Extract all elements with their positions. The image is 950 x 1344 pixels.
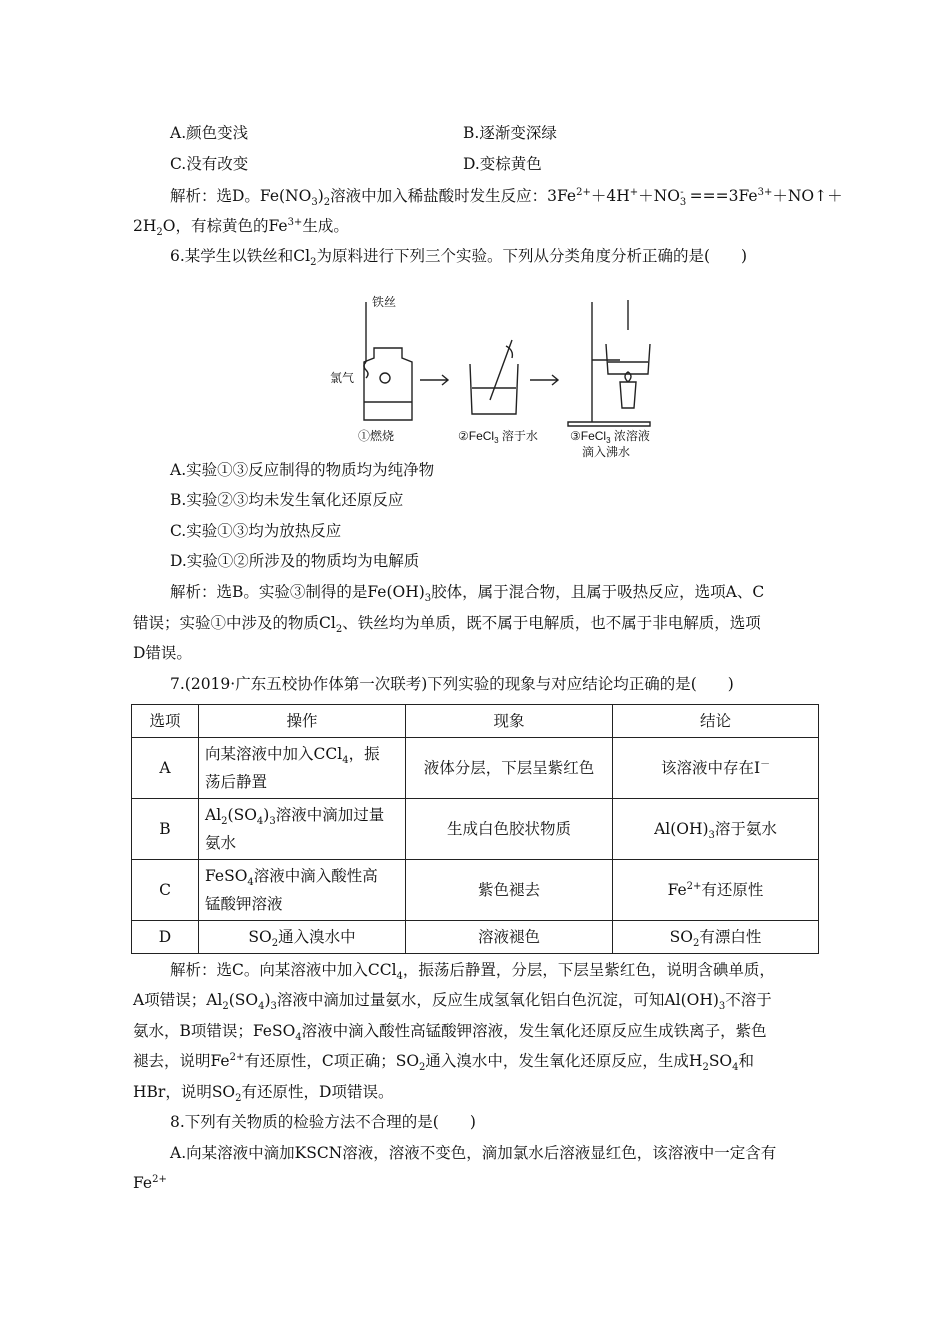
q6-option-b: B.实验②③均未发生氧化还原反应 [170, 491, 404, 509]
gas-bottle [364, 348, 412, 420]
q6-stem: 6.某学生以铁丝和$Cl_2$为原料进行下列三个实验。下列从分类角度分析正确的是( ) [170, 247, 748, 269]
caption-3: ③FeCl$_3$ 浓溶液 [570, 429, 650, 445]
table-row: A 向某溶液中加入CCl$_4$，振 荡后静置 液体分层，下层呈紫红色 该溶液中存在I－ [132, 738, 819, 799]
q7-analysis-line5: HBr，说明$SO_2$有还原性，D项错误。 [133, 1083, 394, 1105]
q6-option-a: A.实验①③反应制得的物质均为纯净物 [170, 461, 435, 479]
table-row: C FeSO$_4$溶液中滴入酸性高 锰酸钾溶液 紫色褪去 $Fe^{2+}$有还原性 [132, 860, 819, 921]
header-conclusion: 结论 [613, 705, 819, 738]
q5-option-a: A.颜色变浅 [170, 124, 249, 142]
q7-analysis-line1: 解析：选C。向某溶液中加入CCl$_4$，振荡后静置，分层，下层呈紫红色，说明含碘单质， [170, 961, 775, 983]
q7-analysis-line2: A项错误；$Al_2(SO_4)_3$溶液中滴加过量氨水，反应生成氢氧化铝白色沉淀，可知$Al(OH)_3$不溶于 [133, 991, 772, 1013]
q5-analysis-line2: $2H_2O$，有棕黄色的$Fe^{3+}$生成。 [133, 216, 349, 239]
q7-analysis-line3: 氨水，B项错误；FeSO$_4$溶液中滴入酸性高锰酸钾溶液，发生氧化还原反应生成铁离子，紫色 [133, 1022, 767, 1044]
caption-3-line2: 滴入沸水 [582, 445, 631, 459]
q5-option-c: C.没有改变 [170, 155, 249, 173]
beaker-3 [606, 344, 650, 374]
table-header-row [132, 705, 819, 738]
caption-2: ②FeCl$_3$ 溶于水 [458, 429, 538, 445]
label-chlorine: 氯气 [330, 371, 355, 385]
q5-option-b: B.逐渐变深绿 [463, 124, 557, 142]
caption-1: ①燃烧 [358, 429, 395, 443]
burner [620, 382, 636, 408]
arrow-2 [530, 375, 558, 385]
q7-analysis-line4: 褪去，说明$Fe^{2+}$有还原性，C项正确；$SO_2$通入溴水中，发生氧化还原反应，生成$H_2SO_4$和 [133, 1051, 755, 1074]
q6-analysis-line1: 解析：选B。实验③制得的是$Fe(OH)_3$胶体，属于混合物，且属于吸热反应，选项A、C [170, 583, 765, 605]
q6-option-c: C.实验①③均为放热反应 [170, 522, 342, 540]
q5-analysis-line1: 解析：选D。$Fe(NO_3)_2$溶液中加入稀盐酸时发生反应：$3Fe^{2+}+4H^++NO_3^-$ $===3Fe^{3+}+NO↑+$ [170, 186, 843, 209]
q6-option-d: D.实验①②所涉及的物质均为电解质 [170, 552, 420, 570]
q5-option-d: D.变棕黄色 [463, 155, 542, 173]
experiment-figure [330, 290, 660, 460]
q7-table [131, 704, 819, 954]
q7-stem: 7.(2019·广东五校协作体第一次联考)下列实验的现象与对应结论均正确的是( ) [170, 675, 734, 693]
q8-stem: 8.下列有关物质的检验方法不合理的是( ) [170, 1113, 476, 1131]
q6-analysis-line3: D错误。 [133, 644, 192, 662]
table-row: D $SO_2$通入溴水中 溶液褪色 $SO_2$有漂白性 [132, 921, 819, 954]
header-operation: 操作 [199, 705, 406, 738]
label-iron: 铁丝 [372, 295, 397, 309]
table-row: B $Al_2(SO_4)_3$溶液中滴加过量 氨水 生成白色胶状物质 $Al(OH)_3$溶于氨水 [132, 799, 819, 860]
q8-option-a: A.向某溶液中滴加KSCN溶液，溶液不变色，滴加氯水后溶液显红色，该溶液中一定含有 [170, 1144, 777, 1162]
q8-option-a-line2: $Fe^{2+}$ [133, 1173, 167, 1192]
q6-analysis-line2: 错误；实验①中涉及的物质$Cl_2$、铁丝均为单质，既不属于电解质，也不属于非电解质，选项 [133, 614, 761, 636]
experiment-diagram [330, 290, 660, 460]
arrow-1 [420, 375, 448, 385]
header-option: 选项 [132, 705, 199, 738]
header-phenomenon: 现象 [406, 705, 613, 738]
